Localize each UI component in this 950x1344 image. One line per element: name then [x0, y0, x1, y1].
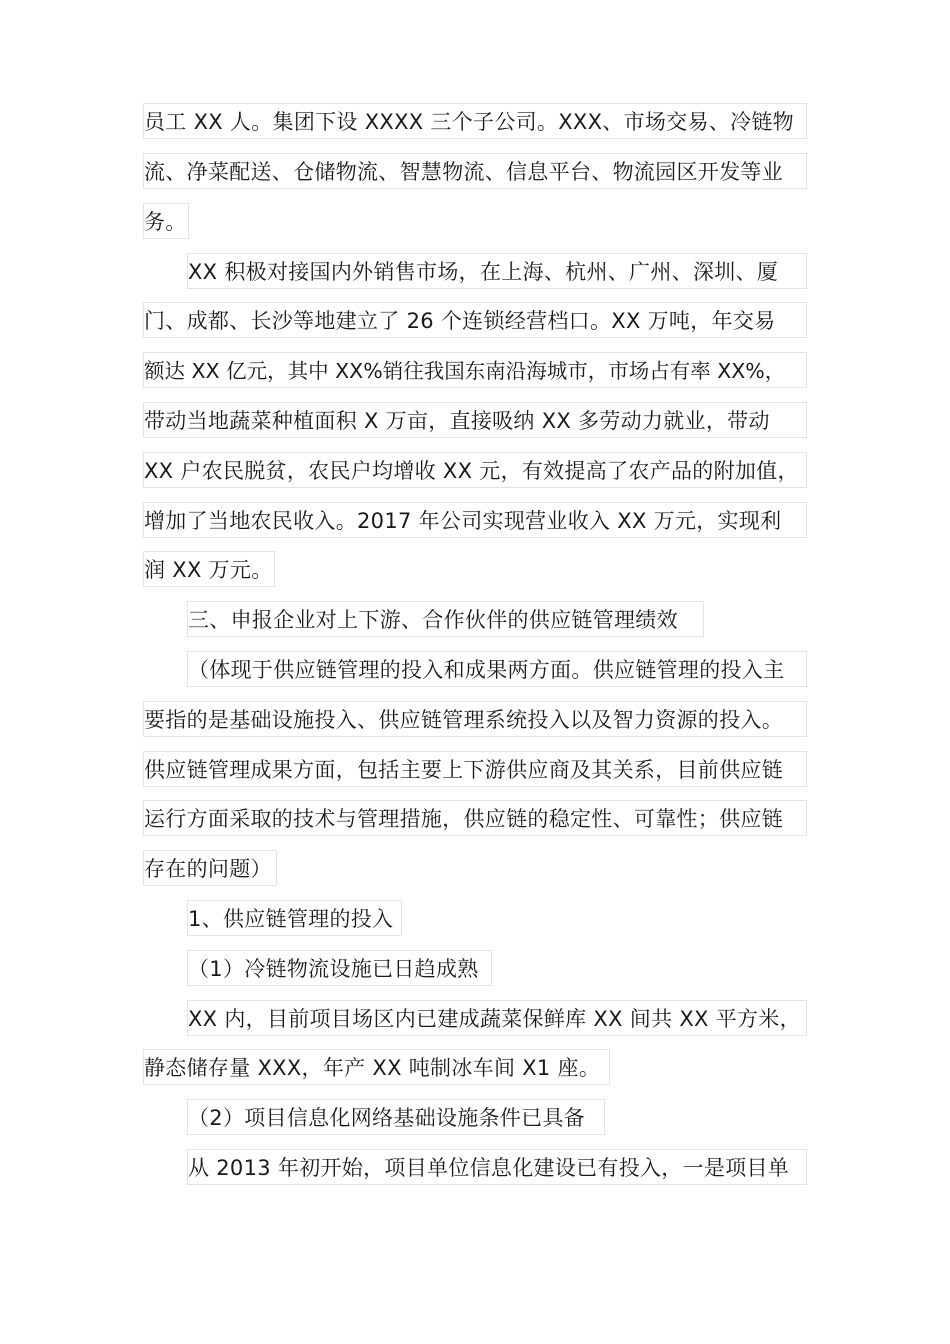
text-line-4: XX 积极对接国内外销售市场，在上海、杭州、广州、深圳、厦 — [187, 253, 807, 289]
text-line-6: 额达 XX 亿元，其中 XX%销往我国东南沿海城市，市场占有率 XX%， — [143, 352, 807, 388]
text-line-8: XX 户农民脱贫，农民户均增收 XX 元，有效提高了农产品的附加值， — [143, 452, 807, 488]
text-line-19: XX 内，目前项目场区内已建成蔬菜保鲜库 XX 间共 XX 平方米， — [187, 1000, 807, 1036]
text-line-3: 务。 — [143, 203, 189, 239]
text-line-9: 增加了当地农民收入。2017 年公司实现营业收入 XX 万元，实现利 — [143, 502, 807, 538]
subheading-1: 1、供应链管理的投入 — [187, 900, 402, 936]
text-line-2: 流、净菜配送、仓储物流、智慧物流、信息平台、物流园区开发等业 — [143, 153, 807, 189]
text-line-15: 运行方面采取的技术与管理措施，供应链的稳定性、可靠性；供应链 — [143, 800, 807, 836]
text-line-7: 带动当地蔬菜种植面积 X 万亩，直接吸纳 XX 多劳动力就业，带动 — [143, 402, 807, 438]
text-line-1: 员工 XX 人。集团下设 XXXX 三个子公司。XXX、市场交易、冷链物 — [143, 103, 807, 139]
text-line-16: 存在的问题） — [143, 850, 277, 886]
subheading-1-2: （2）项目信息化网络基础设施条件已具备 — [187, 1099, 605, 1135]
text-line-14: 供应链管理成果方面，包括主要上下游供应商及其关系，目前供应链 — [143, 751, 807, 787]
text-line-5: 门、成都、长沙等地建立了 26 个连锁经营档口。XX 万吨，年交易 — [143, 302, 807, 338]
text-line-10: 润 XX 万元。 — [143, 551, 275, 587]
text-line-22: 从 2013 年初开始，项目单位信息化建设已有投入，一是项目单 — [187, 1149, 807, 1185]
text-line-20: 静态储存量 XXX，年产 XX 吨制冰车间 X1 座。 — [143, 1049, 610, 1085]
text-line-13: 要指的是基础设施投入、供应链管理系统投入以及智力资源的投入。 — [143, 701, 807, 737]
text-line-12: （体现于供应链管理的投入和成果两方面。供应链管理的投入主 — [187, 651, 807, 687]
subheading-1-1: （1）冷链物流设施已日趋成熟 — [187, 950, 492, 986]
section-heading: 三、申报企业对上下游、合作伙伴的供应链管理绩效 — [187, 601, 704, 637]
